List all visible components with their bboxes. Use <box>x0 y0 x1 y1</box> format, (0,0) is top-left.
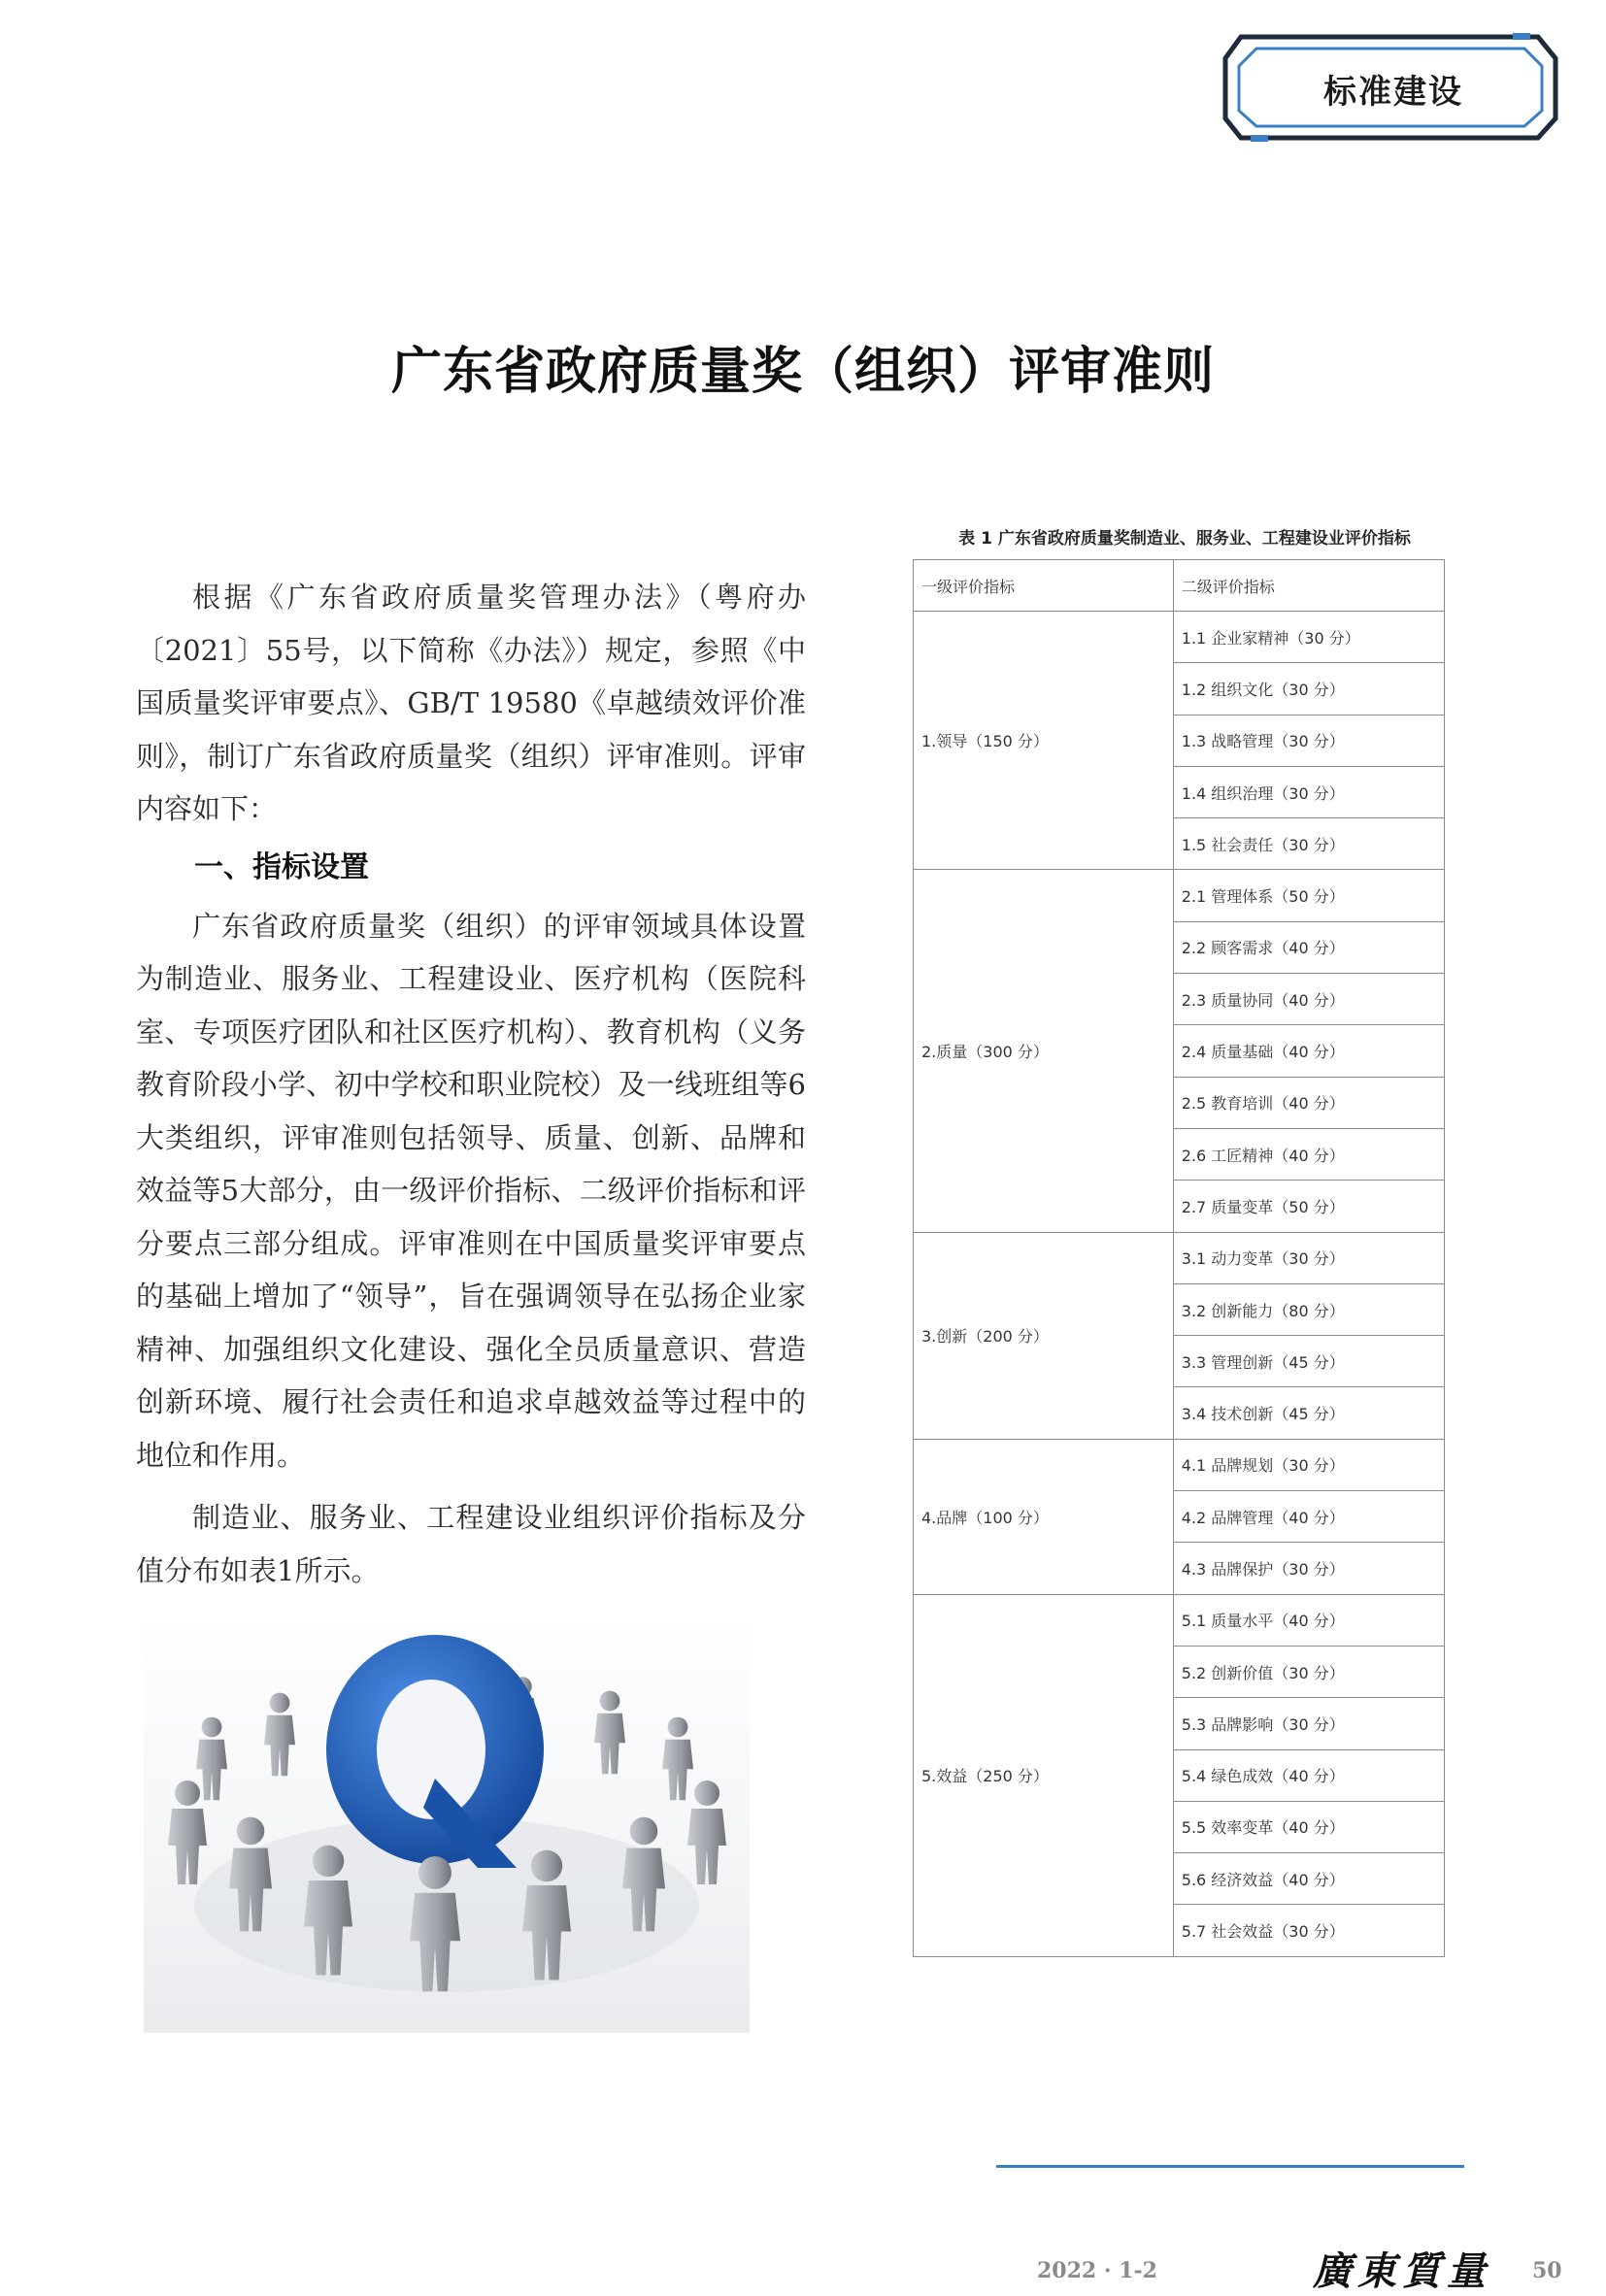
level2-indicator-cell: 3.1 动力变革（30 分） <box>1173 1232 1444 1283</box>
table-row <box>914 1439 1445 1490</box>
table-caption: 表 1 广东省政府质量奖制造业、服务业、工程建设业评价指标 <box>958 529 1411 549</box>
level2-indicator-cell: 1.2 组织文化（30 分） <box>1173 663 1444 715</box>
level1-indicator-cell: 2.质量（300 分） <box>914 870 1174 1232</box>
article-title: 广东省政府质量奖（组织）评审准则 <box>390 343 1215 401</box>
section-heading: 一、指标设置 <box>194 849 369 884</box>
level1-indicator-cell: 4.品牌（100 分） <box>914 1439 1174 1594</box>
body-paragraph-3: 制造业、服务业、工程建设业组织评价指标及分值分布如表1所示。 <box>136 1501 806 1587</box>
level2-indicator-cell: 2.6 工匠精神（40 分） <box>1173 1128 1444 1180</box>
level1-indicator-cell: 3.创新（200 分） <box>914 1232 1174 1439</box>
table-row <box>914 870 1445 921</box>
level2-indicator-cell: 2.2 顾客需求（40 分） <box>1173 921 1444 973</box>
level2-indicator-cell: 1.1 企业家精神（30 分） <box>1173 612 1444 663</box>
level2-indicator-cell: 1.3 战略管理（30 分） <box>1173 715 1444 766</box>
level2-indicator-cell: 2.1 管理体系（50 分） <box>1173 870 1444 921</box>
level2-indicator-cell: 2.4 质量基础（40 分） <box>1173 1025 1444 1077</box>
people-circle-q-illustration <box>144 1614 750 2033</box>
section-tag-label: 标准建设 <box>1323 72 1463 112</box>
level2-indicator-cell: 5.7 社会效益（30 分） <box>1173 1905 1444 1956</box>
body-paragraph-1: 根据《广东省政府质量奖管理办法》（粤府办〔2021〕55号，以下简称《办法》）规定，参照《中国质量奖评审要点》、GB/T 19580《卓越绩效评价准则》，制订广东省政府质量奖（组织）评审准则。评审内容如下： <box>136 581 806 825</box>
level2-indicator-cell: 5.2 创新价值（30 分） <box>1173 1646 1444 1697</box>
level2-indicator-cell: 2.3 质量协同（40 分） <box>1173 974 1444 1025</box>
table-row <box>914 1232 1445 1283</box>
article-body <box>136 571 806 1597</box>
level2-indicator-cell: 3.2 创新能力（80 分） <box>1173 1283 1444 1335</box>
level1-indicator-cell: 1.领导（150 分） <box>914 612 1174 870</box>
level2-indicator-cell: 4.3 品牌保护（30 分） <box>1173 1543 1444 1594</box>
footer-rule <box>996 2165 1464 2168</box>
level2-indicator-cell: 1.4 组织治理（30 分） <box>1173 766 1444 817</box>
header-level1: 一级评价指标 <box>914 560 1174 612</box>
level2-indicator-cell: 1.5 社会责任（30 分） <box>1173 818 1444 870</box>
header-level2: 二级评价指标 <box>1173 560 1444 612</box>
evaluation-index-table <box>913 559 1445 1957</box>
table-header-row <box>914 560 1445 612</box>
level2-indicator-cell: 3.3 管理创新（45 分） <box>1173 1336 1444 1387</box>
level2-indicator-cell: 5.4 绿色成效（40 分） <box>1173 1749 1444 1801</box>
body-paragraph-2: 广东省政府质量奖（组织）的评审领域具体设置为制造业、服务业、工程建设业、医疗机构（医院科室、专项医疗团队和社区医疗机构）、教育机构（义务教育阶段小学、初中学校和职业院校）及一线班组等6大类组织，评审准则包括领导、质量、创新、品牌和效益等5大部分，由一级评价指标、二级评价指标和评分要点三部分组成。评审准则在中国质量奖评审要点的基础上增加了“领导”，旨在强调领导在弘扬企业家精神、加强组织文化建设、强化全员质量意识、营造创新环境、履行社会责任和追求卓越效益等过程中的地位和作用。 <box>136 909 806 1472</box>
level1-indicator-cell: 5.效益（250 分） <box>914 1594 1174 1956</box>
level2-indicator-cell: 3.4 技术创新（45 分） <box>1173 1387 1444 1439</box>
page-number: 50 <box>1532 2258 1562 2283</box>
level2-indicator-cell: 5.5 效率变革（40 分） <box>1173 1801 1444 1852</box>
magazine-brand: 廣東質量 <box>1313 2248 1491 2294</box>
level2-indicator-cell: 2.5 教育培训（40 分） <box>1173 1077 1444 1128</box>
level2-indicator-cell: 5.6 经济效益（40 分） <box>1173 1853 1444 1905</box>
level2-indicator-cell: 4.1 品牌规划（30 分） <box>1173 1439 1444 1490</box>
issue-date: 2022 · 1-2 <box>1037 2258 1157 2283</box>
level2-indicator-cell: 5.3 品牌影响（30 分） <box>1173 1698 1444 1749</box>
level2-indicator-cell: 4.2 品牌管理（40 分） <box>1173 1491 1444 1543</box>
table-row <box>914 1594 1445 1646</box>
level2-indicator-cell: 2.7 质量变革（50 分） <box>1173 1181 1444 1232</box>
level2-indicator-cell: 5.1 质量水平（40 分） <box>1173 1594 1444 1646</box>
people-circle-around-q-icon <box>144 1614 750 2033</box>
table-row <box>914 612 1445 663</box>
